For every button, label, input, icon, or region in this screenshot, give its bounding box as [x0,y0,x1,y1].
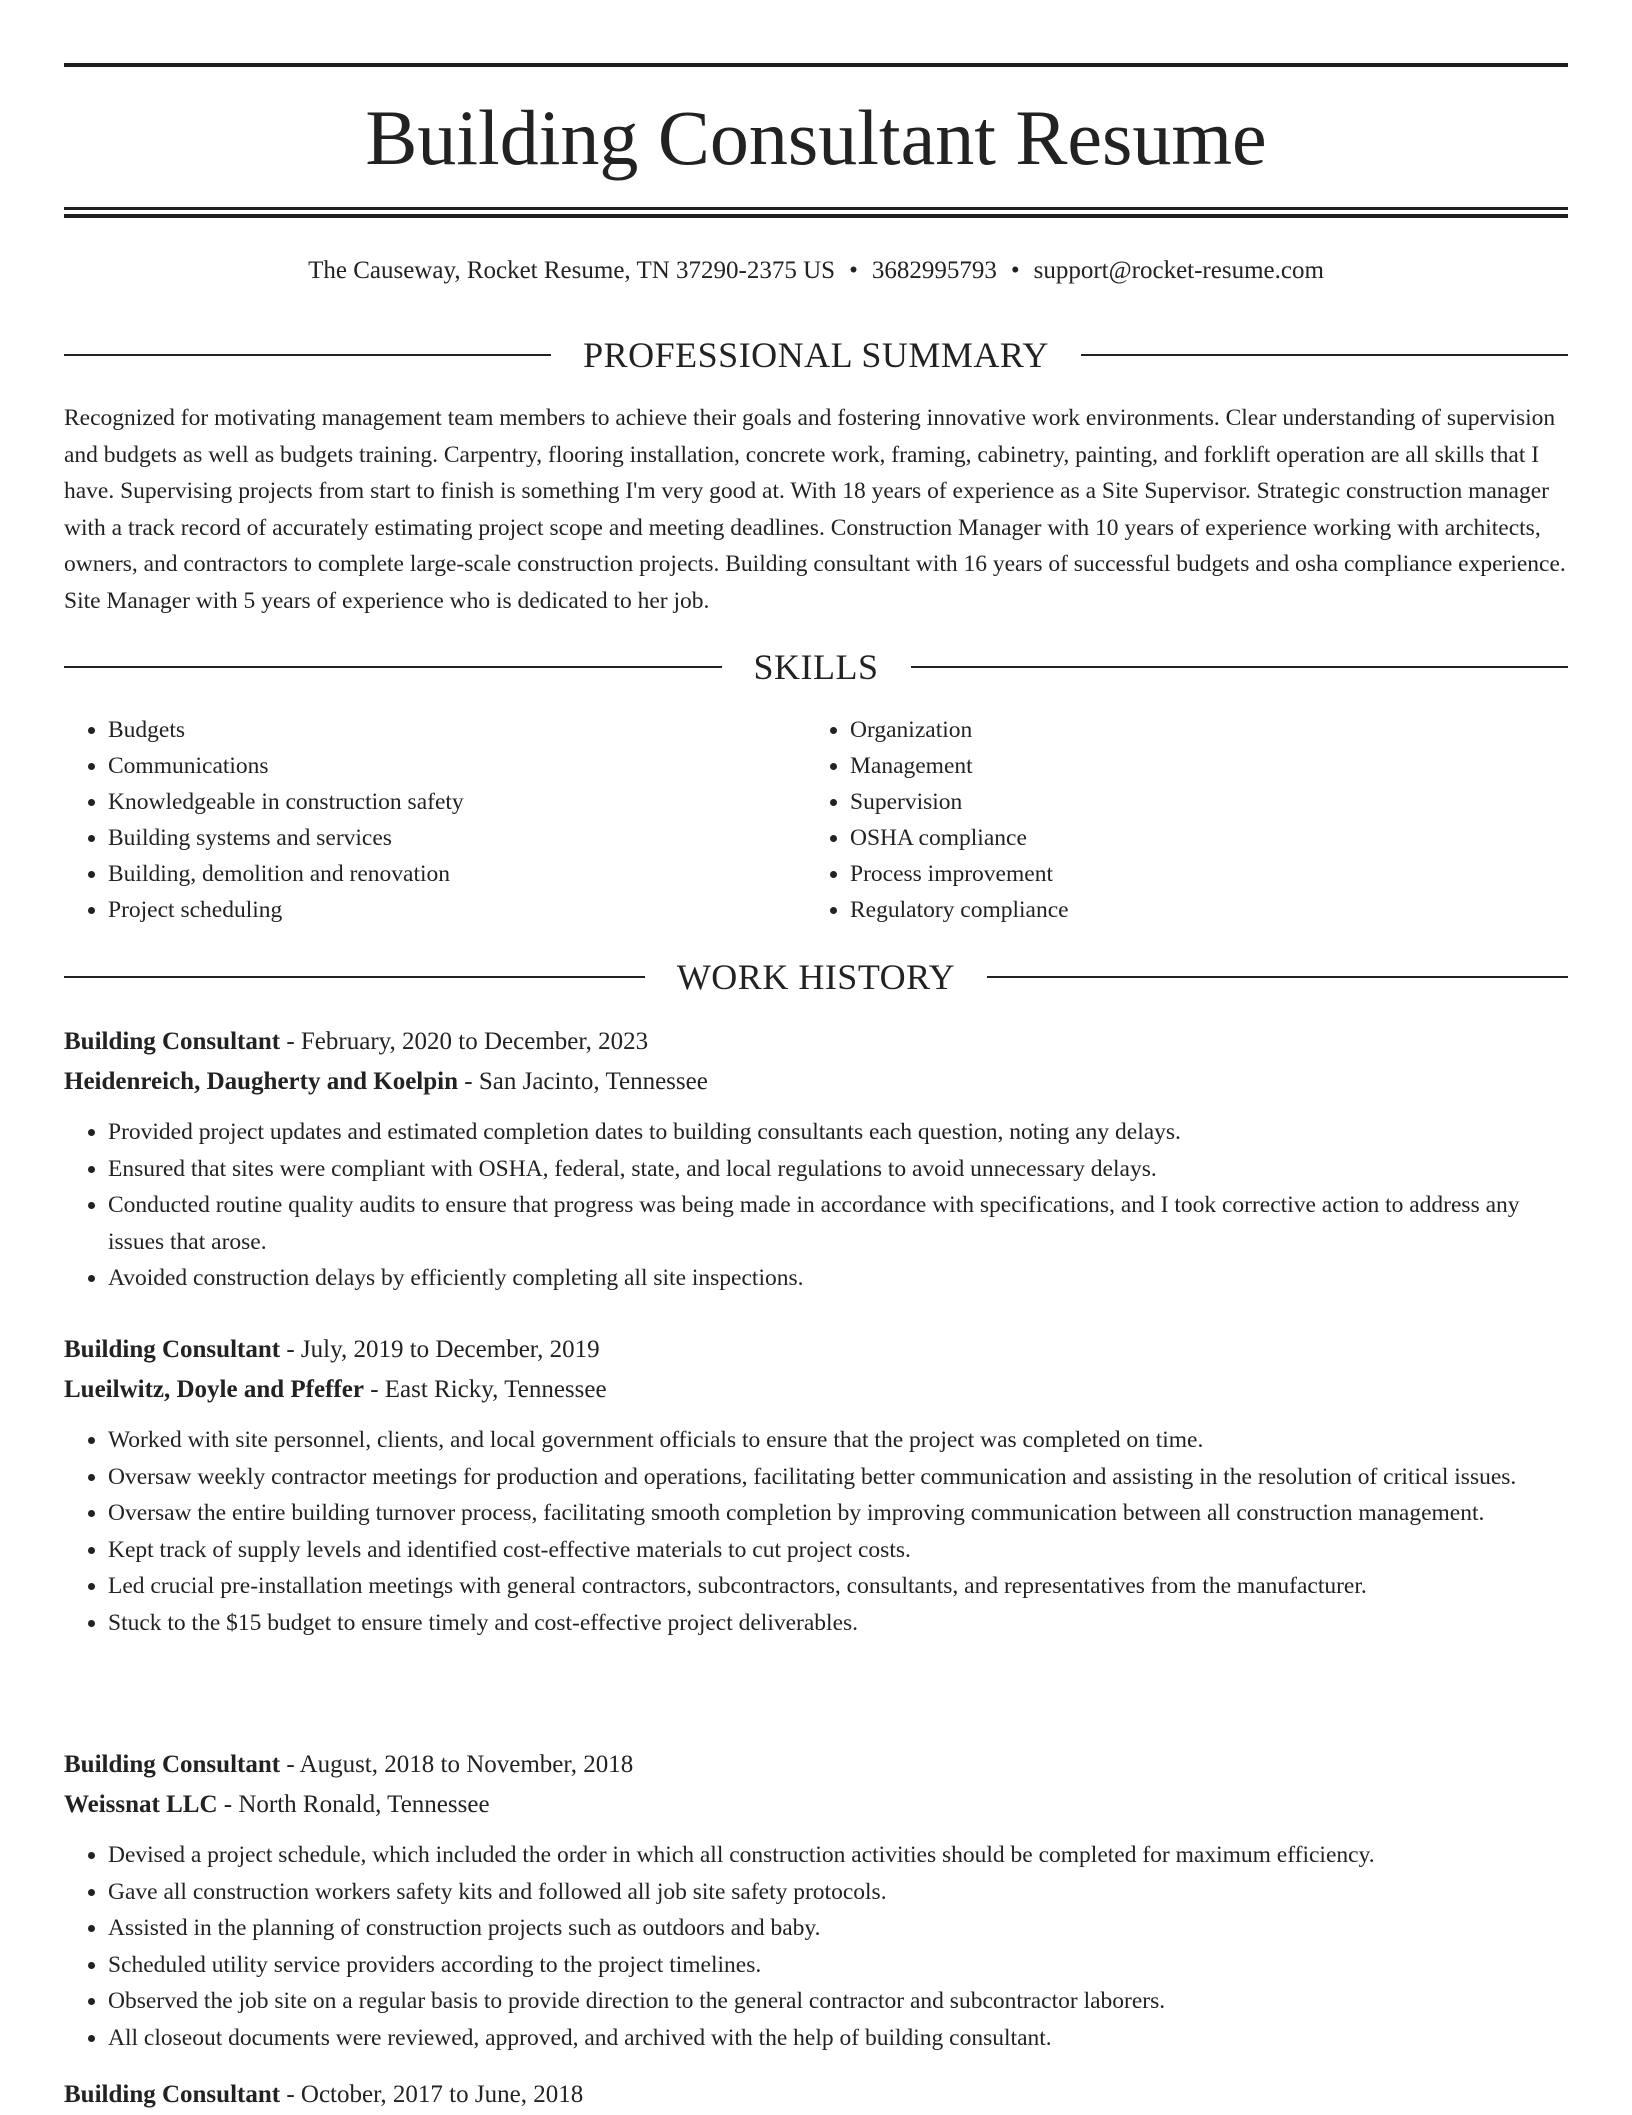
job-bullets [64,1422,1568,1641]
resume-title: Building Consultant Resume [365,94,1267,181]
job-dates: - July, 2019 to December, 2019 [280,1336,600,1363]
job-bullet: • Gave all construction workers safety kits and followed all job site safety protocols. [108,1874,1568,1911]
skill-item: • Supervision [850,784,1548,820]
skill-item: • Management [850,748,1548,784]
contact-line [64,254,1568,288]
job-bullet: • Led crucial pre-installation meetings with general contractors, subcontractors, consultants, and representatives from the manufacturer. [108,1568,1568,1605]
skill-item: • Building systems and services [108,820,806,856]
job-entry [64,1745,1568,2056]
heading-rule-right [911,666,1569,668]
job-bullet: • Observed the job site on a regular basis to provide direction to the general contractor and subcontractor laborers. [108,1983,1568,2020]
heading-rule-right [1081,354,1568,356]
job-company: Weissnat LLC [64,1791,218,1818]
job-title: Building Consultant [64,1028,281,1055]
job-entry [64,2075,1568,2115]
skill-item: • Regulatory compliance [850,892,1548,928]
contact-separator: • [849,257,858,284]
skills-list [64,712,1568,928]
job-bullet: • Assisted in the planning of construction projects such as outdoors and baby. [108,1910,1568,1947]
job-bullets [64,1114,1568,1297]
title-double-rule [64,207,1568,218]
job-title: Building Consultant [64,2081,281,2108]
skill-item: • Knowledgeable in construction safety [108,784,806,820]
contact-phone: 3682995793 [871,257,997,284]
job-title-row [64,1022,1568,1062]
job-location: - North Ronald, Tennessee [217,1791,490,1818]
heading-rule-left [64,666,722,668]
job-dates: - October, 2017 to June, 2018 [280,2081,584,2108]
job-bullet: • All closeout documents were reviewed, approved, and archived with the help of building consultant. [108,2020,1568,2057]
job-company-row [64,1062,1568,1102]
job-bullet: • Ensured that sites were compliant with OSHA, federal, state, and local regulations to avoid unnecessary delays. [108,1151,1568,1188]
job-bullet: • Kept track of supply levels and identified cost-effective materials to cut project costs. [108,1532,1568,1569]
heading-rule-left [64,976,645,978]
job-bullet: • Scheduled utility service providers according to the project timelines. [108,1947,1568,1984]
job-bullet: • Oversaw the entire building turnover process, facilitating smooth completion by improving communication between all construction management. [108,1495,1568,1532]
job-bullet: • Avoided construction delays by efficiently completing all site inspections. [108,1260,1568,1297]
skill-item: • Project scheduling [108,892,806,928]
contact-address: The Causeway, Rocket Resume, TN 37290-2375 US [308,257,836,284]
skill-item: • Building, demolition and renovation [108,856,806,892]
skills-heading-label: SKILLS [753,647,879,687]
job-bullet: • Conducted routine quality audits to ensure that progress was being made in accordance with specifications, and I took corrective action to address any issues that arose. [108,1187,1568,1260]
heading-rule-left [64,354,551,356]
job-title: Building Consultant [64,1751,281,1778]
skills-column-left [64,712,806,928]
job-bullets [64,1837,1568,2056]
summary-heading [64,332,1568,378]
job-title-row [64,1330,1568,1370]
job-title-row [64,2075,1568,2115]
skills-column-right [806,712,1548,928]
summary-text: Recognized for motivating management team members to achieve their goals and fostering innovative work environments. Clear understanding of supervision and budgets as well as budgets training. Carpentry, flooring installation, concrete work, framing, cabinetry, painting, and forklift operation are all skills that I have. Supervising projects from start to finish is something I'm very good at. With 18 years of experience as a Site Supervisor. Strategic construction manager with a track record of accurately estimating project scope and meeting deadlines. Construction Manager with 10 years of experience working with architects, owners, and contractors to complete large-scale construction projects. Building consultant with 16 years of successful budgets and osha compliance experience. Site Manager with 5 years of experience who is dedicated to her job. [64,405,1566,614]
job-bullet: • Devised a project schedule, which included the order in which all construction activities should be completed for maximum efficiency. [108,1837,1568,1874]
job-entry [64,1330,1568,1641]
top-rule [64,63,1568,67]
job-bullet: • Worked with site personnel, clients, and local government officials to ensure that the project was completed on time. [108,1422,1568,1459]
job-title-row [64,1745,1568,1785]
job-dates: - August, 2018 to November, 2018 [280,1751,634,1778]
job-company: Heidenreich, Daugherty and Koelpin [64,1068,459,1095]
skill-item: • Organization [850,712,1548,748]
skills-heading [64,644,1568,690]
job-company-row [64,1785,1568,1825]
contact-email: support@rocket-resume.com [1033,257,1324,284]
job-location: - San Jacinto, Tennessee [458,1068,708,1095]
summary-heading-label: PROFESSIONAL SUMMARY [583,335,1049,375]
job-company: Lueilwitz, Doyle and Pfeffer [64,1376,364,1403]
skill-item: • Process improvement [850,856,1548,892]
job-bullet: • Oversaw weekly contractor meetings for production and operations, facilitating better communication and assisting in the resolution of critical issues. [108,1459,1568,1496]
job-bullet: • Provided project updates and estimated completion dates to building consultants each question, noting any delays. [108,1114,1568,1151]
job-entry [64,1022,1568,1297]
skill-item: • OSHA compliance [850,820,1548,856]
job-dates: - February, 2020 to December, 2023 [280,1028,649,1055]
skill-item: • Communications [108,748,806,784]
heading-rule-right [987,976,1568,978]
work-history-heading [64,954,1568,1000]
work-history-heading-label: WORK HISTORY [676,957,956,997]
job-location: - East Ricky, Tennessee [363,1376,607,1403]
contact-separator: • [1010,257,1020,284]
job-bullet: • Stuck to the $15 budget to ensure timely and cost-effective project deliverables. [108,1605,1568,1642]
job-title: Building Consultant [64,1336,281,1363]
skill-item: • Budgets [108,712,806,748]
job-company-row [64,1370,1568,1410]
